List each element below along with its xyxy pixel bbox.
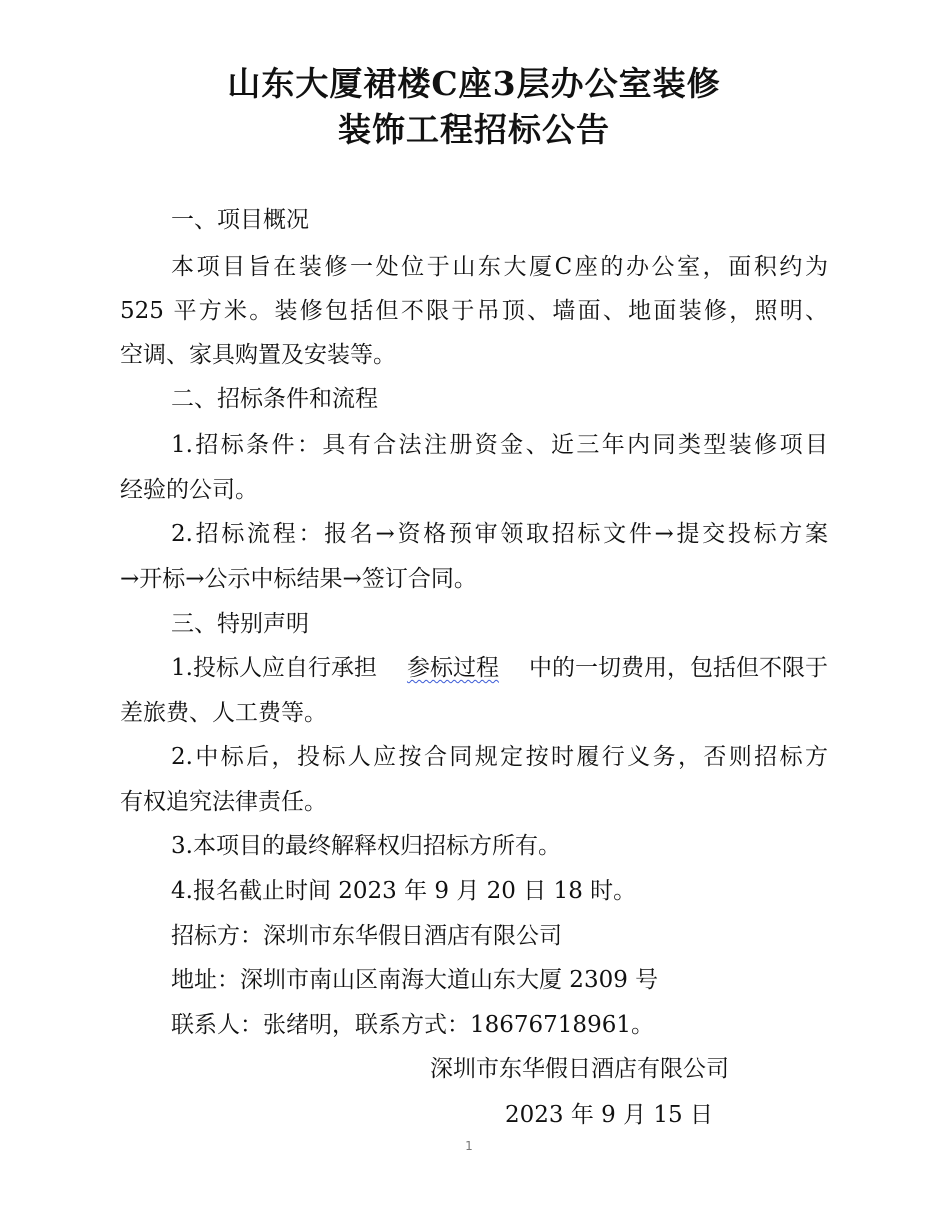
spellcheck-underlined-text: 参标过程 bbox=[406, 655, 499, 681]
section-1-heading: 一、项目概况 bbox=[171, 207, 309, 233]
section-3-item-3: 3.本项目的最终解释权归招标方所有。 bbox=[171, 833, 561, 859]
tenderer-line: 招标方：深圳市东华假日酒店有限公司 bbox=[171, 923, 562, 949]
section-1-line-2: 525 平方米。装修包括但不限于吊顶、墙面、地面装修，照明、 bbox=[120, 298, 828, 324]
title-line-2: 装饰工程招标公告 bbox=[338, 110, 610, 149]
page-number: 1 bbox=[465, 1139, 473, 1153]
signature-date: 2023 年 9 月 15 日 bbox=[505, 1102, 713, 1128]
section-3-item-2-line-1: 2.中标后，投标人应按合同规定按时履行义务，否则招标方 bbox=[171, 744, 828, 770]
section-3-item-1-text-after: 中的一切费用，包括但不限于 bbox=[528, 655, 828, 681]
section-2-item-1-line-2: 经验的公司。 bbox=[120, 477, 258, 503]
section-3-item-1-line-2: 差旅费、人工费等。 bbox=[120, 700, 327, 726]
contact-person-line: 联系人：张绪明，联系方式：18676718961。 bbox=[171, 1012, 654, 1038]
title-line-1: 山东大厦裙楼C座3层办公室装修 bbox=[227, 64, 721, 103]
section-1-line-1: 本项目旨在装修一处位于山东大厦C座的办公室，面积约为 bbox=[171, 254, 828, 280]
section-2-item-1-line-1: 1.招标条件：具有合法注册资金、近三年内同类型装修项目 bbox=[171, 432, 828, 458]
section-2-item-2-line-2: →开标→公示中标结果→签订合同。 bbox=[120, 566, 477, 592]
section-2-heading: 二、招标条件和流程 bbox=[171, 386, 378, 412]
section-3-item-4: 4.报名截止时间 2023 年 9 月 20 日 18 时。 bbox=[171, 878, 637, 904]
section-2-item-2-line-1: 2.招标流程：报名→资格预审领取招标文件→提交投标方案 bbox=[171, 521, 828, 547]
section-3-item-2-line-2: 有权追究法律责任。 bbox=[120, 789, 327, 815]
address-line: 地址：深圳市南山区南海大道山东大厦 2309 号 bbox=[171, 967, 659, 993]
section-3-item-1-text-before: 1.投标人应自行承担 bbox=[171, 655, 377, 681]
signature-company: 深圳市东华假日酒店有限公司 bbox=[430, 1056, 729, 1082]
section-3-heading: 三、特别声明 bbox=[171, 611, 309, 637]
section-3-item-1-line-1 bbox=[171, 653, 828, 683]
section-1-line-3: 空调、家具购置及安装等。 bbox=[120, 342, 396, 368]
